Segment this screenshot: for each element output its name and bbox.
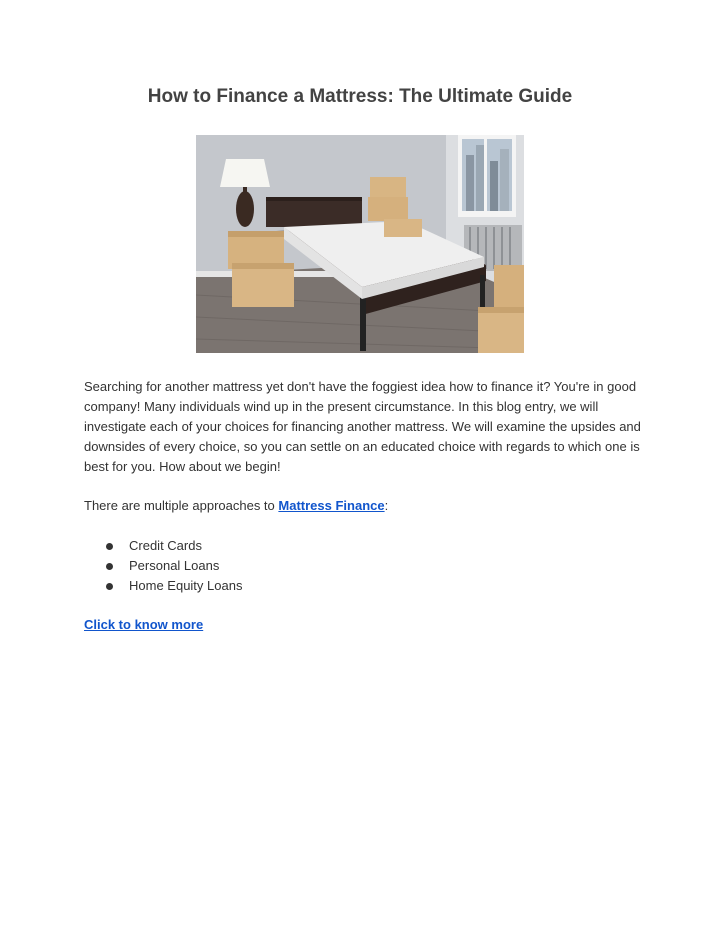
cta-container bbox=[84, 615, 203, 635]
intro-paragraph: Searching for another mattress yet don't have the foggiest idea how to finance it? You're in good company! Many individuals wind up in the present circumstance. In this blog entry, we will investigate each of your choices for financing another mattress. We will examine the upsides and downsides of every choice, so you can settle on an educated choice with regards to which one is best for you. How about we begin! bbox=[84, 379, 641, 474]
list-item bbox=[104, 536, 242, 556]
list-item bbox=[104, 556, 242, 576]
finance-options-list bbox=[104, 536, 242, 596]
approaches-sentence bbox=[84, 496, 644, 516]
approaches-lead-text: There are multiple approaches to bbox=[84, 498, 279, 513]
bullet-icon bbox=[106, 583, 113, 590]
list-item bbox=[104, 576, 242, 596]
click-to-know-more-link[interactable]: Click to know more bbox=[84, 617, 204, 632]
page-title: How to Finance a Mattress: The Ultimate Guide bbox=[147, 86, 573, 107]
mattress-finance-link[interactable]: Mattress Finance bbox=[278, 498, 385, 513]
bullet-icon bbox=[106, 563, 113, 570]
list-item-label: Personal Loans bbox=[129, 558, 220, 573]
bullet-icon bbox=[106, 543, 113, 550]
approaches-tail-text: : bbox=[384, 498, 389, 513]
hero-image bbox=[196, 135, 524, 353]
list-item-label: Credit Cards bbox=[129, 538, 202, 553]
list-item-label: Home Equity Loans bbox=[129, 578, 243, 593]
